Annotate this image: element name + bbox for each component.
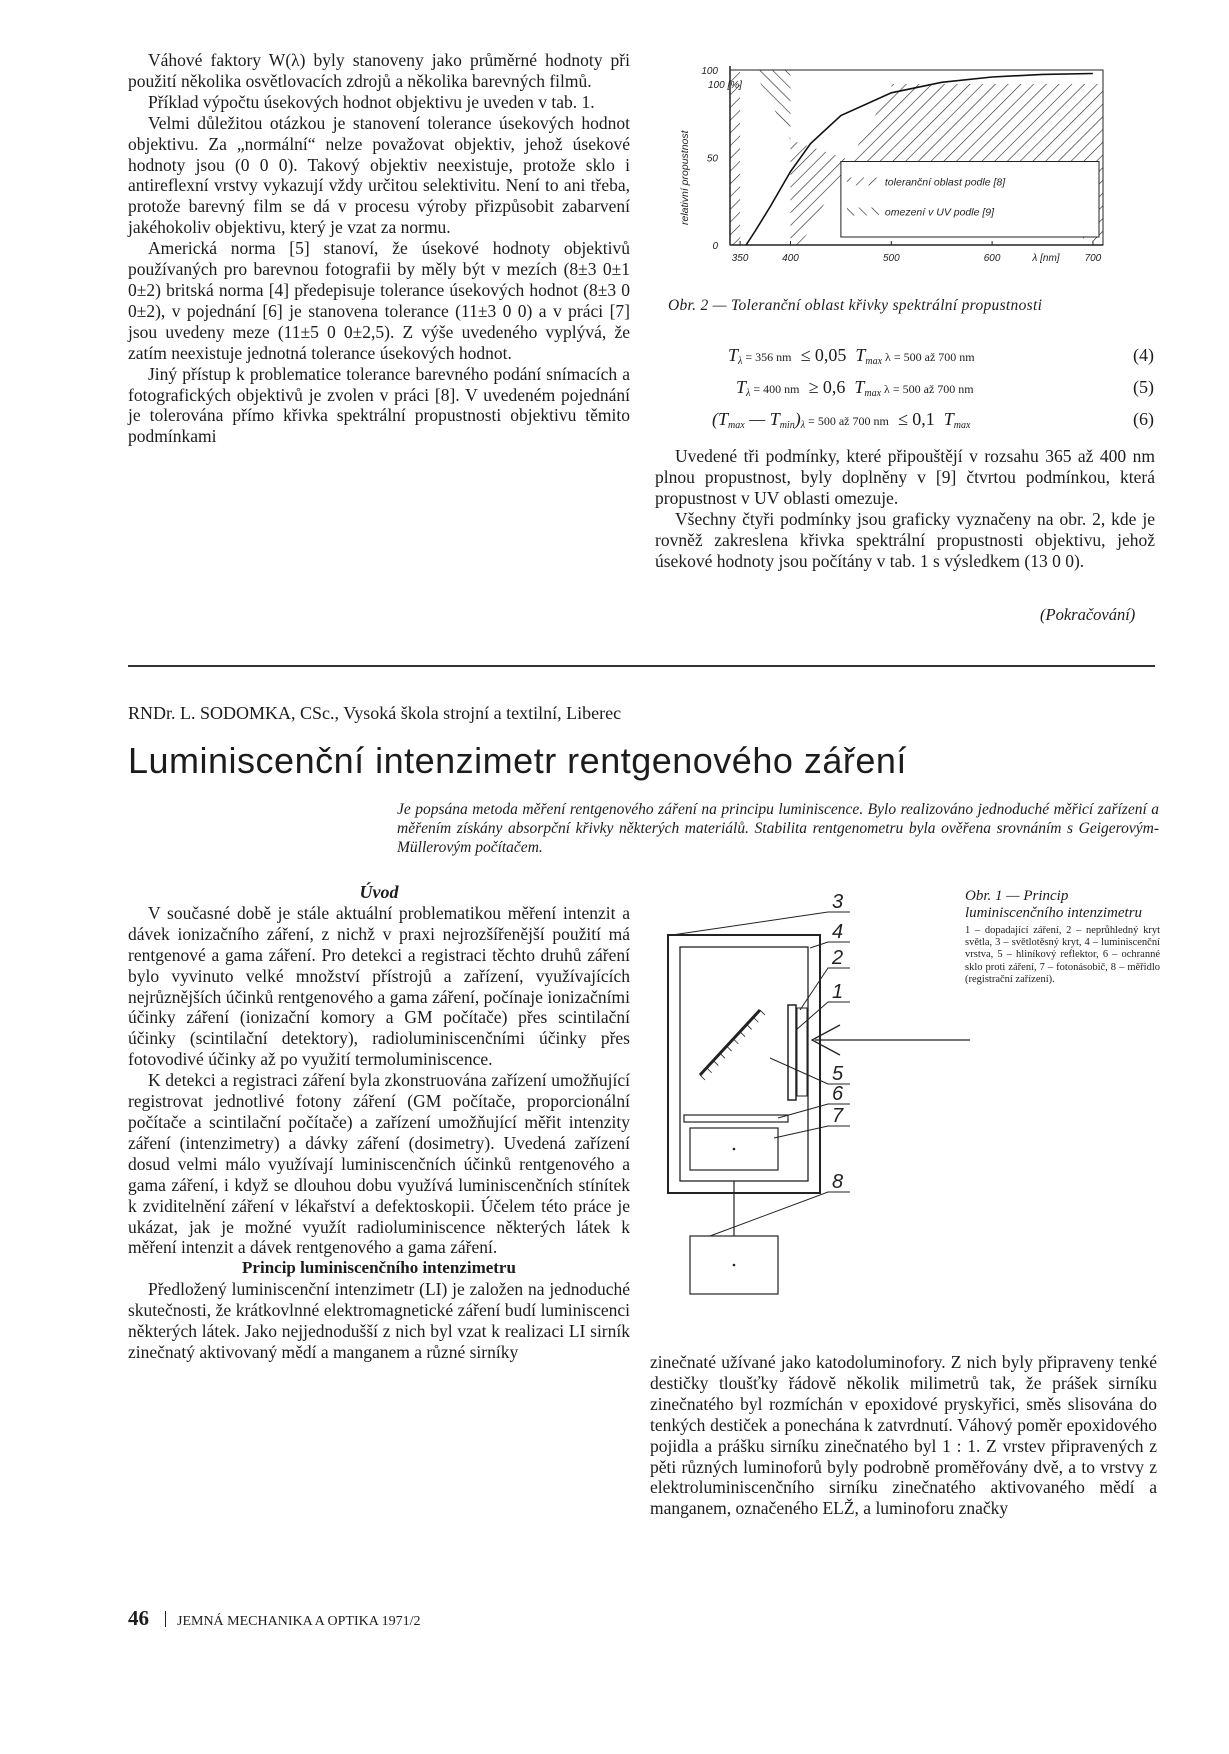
para-approach: Jiný přístup k problematice tolerance barevného podání snímacích a fotografických objektivů je zvolen v práci [8]. V uvedeném pojednání je tolerována přímo křivka spektrální propustnosti objektivu těmito podmínkami — [128, 363, 630, 447]
y-tick-label: 50 — [706, 153, 718, 165]
figure-1-label: 5 — [832, 1063, 844, 1085]
reflector-hatch — [747, 1024, 752, 1029]
legend-swatch — [847, 178, 879, 186]
article-title: Luminiscenční intenzimetr rentgenového záření — [128, 740, 907, 781]
journal-name: JEMNÁ MECHANIKA A OPTIKA 1971/2 — [177, 1614, 421, 1629]
y-tick-label: 0 — [712, 241, 718, 252]
article-author: RNDr. L. SODOMKA, CSc., Vysoká škola strojní a textilní, Liberec — [128, 703, 622, 723]
reflector-hatch — [733, 1039, 738, 1044]
x-tick-label: 700 — [1084, 253, 1102, 264]
x-unit-label: λ [nm] — [1032, 253, 1060, 264]
figure-2-caption: Obr. 2 — Toleranční oblast křivky spektrální propustnosti — [668, 297, 1043, 314]
figure-1-label: 3 — [832, 891, 844, 913]
reflector-hatch — [740, 1032, 745, 1037]
figure-2-chart — [655, 55, 1145, 295]
reflector-hatch — [753, 1017, 758, 1022]
reflector-hatch — [700, 1075, 705, 1080]
aluminium-reflector — [700, 1010, 760, 1075]
x-tick-label: 600 — [983, 253, 1001, 264]
page-number: 46 — [128, 1606, 149, 1630]
figure-1-label: 1 — [832, 981, 844, 1003]
legend-label: toleranční oblast podle [8] — [884, 176, 1006, 189]
figure-1-diagram — [650, 880, 970, 1300]
article-divider — [128, 665, 1155, 667]
article-abstract: Je popsána metoda měření rentgenového záření na principu luminiscence. Bylo realizováno jednoduché měřicí zařízení a měřením získány absorpční křivky některých materiálů. Stabilita rentgenometru byla ověřena srovnáním s Geigerovým-Müllerovým počítačem. — [397, 801, 1159, 856]
equation-5: $T_\lambda = 400$ nm ≥ 0,6 $T_{max}$ λ = 500 až 700 nm — [736, 377, 974, 399]
uv-limit-band — [755, 70, 790, 140]
para-intro-2: K detekci a registraci záření byla zkonstruována zařízení umožňující registrovat jednotlivé fotony záření (GM počítače, proporcionální počítače a scintilační počítače) a zařízení umožňující měřit intenzity záření (intenzimetry) a dávky záření (dosimetry). Uvedená zařízení dosud velmi málo využívají luminiscenčních účinků rentgenového a gama záření, i když se dlouhou dobu využívá luminiscenčních stínítek k zviditelnění záření v lékařství a defektoskopii. Účelem této práce je ukázat, jak je možné využít radioluminiscence některých látek k měření intenzit a dávek rentgenového a gama záření. — [128, 1070, 630, 1258]
footer-separator — [165, 1611, 166, 1627]
para-tolerance: Velmi důležitou otázkou je stanovení tolerance úsekových hodnot objektivu. Za „normální“ nelze považovat objektiv, jehož úsekové hodnoty jsou (0 0 0). Takový objektiv neexistuje, protože sklo i antireflexní vrstvy vykazují vždy určitou selektivitu. Není to ani třeba, protože barevný film se dá v procesu výroby přizpůsobit zabarvení jakéhokoliv objektivu, který je vzat za normu. — [128, 112, 630, 238]
legend-swatch — [847, 208, 879, 216]
figure-1-label: 4 — [832, 921, 844, 943]
reflector-hatch — [713, 1061, 718, 1066]
bottom-left-column — [128, 882, 630, 1363]
figure-1-label: 7 — [832, 1105, 844, 1127]
para-preparation: zinečnaté užívané jako katodoluminofory. Z nich byly připraveny tenké destičky tloušťky řádově několik milimetrů tak, že prášek sirníku zinečnatého byl rozmíchán v epoxidové pryskyřici, směs slisována do tenkých destiček a ponechána k zatvrdnutí. Váhový poměr epoxidového pojidla a prášku sirníku zinečnatého byl 1 : 1. Z vrstev připravených z pěti různých luminoforů byly podrobně proměřovány dvě, a to vrstvy z elektroluminiscenčního sirníku zinečnatého aktivovaného mědí a manganem, označeného ELŽ, a luminoforu značky — [650, 1352, 1157, 1519]
y-axis-label: relativní propustnost — [679, 130, 691, 225]
continuation-note: (Pokračování) — [1040, 605, 1136, 624]
protective-glass — [684, 1115, 788, 1122]
para-graphical: Všechny čtyři podmínky jsou graficky vyznačeny na obr. 2, kde je rovněž zakreslena křivka spektrální propustnosti objektivu, jehož úsekové hodnoty jsou počítány v tab. 1 s výsledkem (13 0 0). — [655, 508, 1155, 571]
para-conditions: Uvedené tři podmínky, které připouštějí v rozsahu 365 až 400 nm plnou propustnost, byly doplněny v [9] čtvrtou podmínkou, která propustnost v UV oblasti omezuje. — [655, 446, 1155, 508]
equation-4-number: (4) — [1133, 345, 1154, 365]
top-left-column — [128, 50, 630, 447]
para-weights: Váhové faktory W(λ) byly stanoveny jako průměrné hodnoty při použití několika osvětlovacích zdrojů a několika barevných filmů. — [128, 50, 630, 91]
reflector-hatch — [707, 1068, 712, 1073]
footer — [128, 1606, 420, 1631]
x-tick-label: 500 — [882, 253, 900, 264]
reflector-hatch — [727, 1046, 732, 1051]
heading-introduction: Úvod — [359, 882, 399, 902]
reflector-hatch — [720, 1053, 725, 1058]
legend-label: omezení v UV podle [9] — [884, 206, 995, 219]
figure-1-label: 2 — [832, 947, 844, 969]
heading-principle: Princip luminiscenčního intenzimetru — [242, 1258, 516, 1278]
equation-4: $T_\lambda = 356$ nm ≤ 0,05 $T_{max}$ λ = 500 až 700 nm — [728, 345, 975, 367]
figure-1-svg — [650, 880, 970, 1300]
figure-1-caption-body: 1 – dopadající záření, 2 – neprůhledný kryt světla, 3 – světlotěsný kryt, 4 – luminiscenční vrstva, 5 – hliníkový reflektor, 6 – ochranné sklo proti záření, 7 – fotonásobič, 8 – měřidlo (registrační zařízení). — [965, 925, 1160, 985]
legend-box — [841, 162, 1099, 238]
para-example: Příklad výpočtu úsekových hodnot objektivu je uveden v tab. 1. — [148, 91, 595, 112]
y-unit-label: 100 [%] — [708, 80, 742, 91]
reflector-hatch — [760, 1010, 765, 1015]
equation-6-number: (6) — [1133, 409, 1154, 429]
figure-1-caption-title: Obr. 1 — Princip luminiscenčního intenzimetru — [965, 888, 1143, 921]
figure-1-caption — [965, 888, 1160, 986]
x-tick-label: 350 — [731, 253, 749, 264]
leader-line — [672, 912, 850, 935]
figure-1-label: 6 — [832, 1083, 844, 1105]
bottom-right-column — [650, 1352, 1157, 1519]
leader-line — [774, 1126, 850, 1138]
equation-6: ($T_{max}$ — $T_{min})_\lambda = 500$ až 700 nm ≤ 0,1 $T_{max}$ — [712, 409, 971, 431]
leader-line — [810, 942, 850, 948]
luminescent-layer — [788, 1005, 796, 1100]
chart-svg — [655, 55, 1145, 295]
x-tick-label: 400 — [782, 253, 799, 264]
leader-line — [710, 1192, 850, 1236]
top-right-column — [655, 446, 1155, 571]
para-principle: Předložený luminiscenční intenzimetr (LI) je založen na jednoduché skutečnosti, že krátkovlnné elektromagnetické záření budí luminiscenci některých látek. Jako nejjednodušší z nich byl vzat k realizaci LI sirník zinečnatý aktivovaný mědí a manganem a různé sirníky — [128, 1279, 630, 1362]
para-intro-1: V současné době je stále aktuální problematikou měření intenzit a dávek ionizačního záření, z nichž v praxi nejrozšířenější použití má rentgenové a gama záření. Pro detekci a registraci těchto druhů záření bylo vyvinuto velké množství přístrojů a zařízení, využívajících nejrůznějších účinků rentgenového a gama záření, počínaje ionizačními účinky záření (ionizační komory a GM počítače) přes scintilační účinky (scintilační detektory), radioluminiscenčními účinky přes fotovodivé účinky až po využití termoluminiscence. — [128, 902, 630, 1070]
uv-limit-region — [730, 70, 740, 245]
para-norms: Americká norma [5] stanoví, že úsekové hodnoty objektivů používaných pro barevnou fotografii by měly být v mezích (8±3 0±1 0±2) britská norma [4] předepisuje tolerance úsekových hodnot (8±3 0 0±2), v pojednání [6] je stanovena tolerance (11±3 0 0) a v práci [7] jsou uvedeny meze (11±5 0 0±2,5). Z výše uvedeného vyplývá, že zatím neexistuje jednotná tolerance úsekových hodnot. — [128, 238, 630, 363]
figure-1-label: 8 — [832, 1171, 844, 1193]
y-tick-label: 100 — [701, 66, 718, 77]
equation-5-number: (5) — [1133, 377, 1154, 397]
